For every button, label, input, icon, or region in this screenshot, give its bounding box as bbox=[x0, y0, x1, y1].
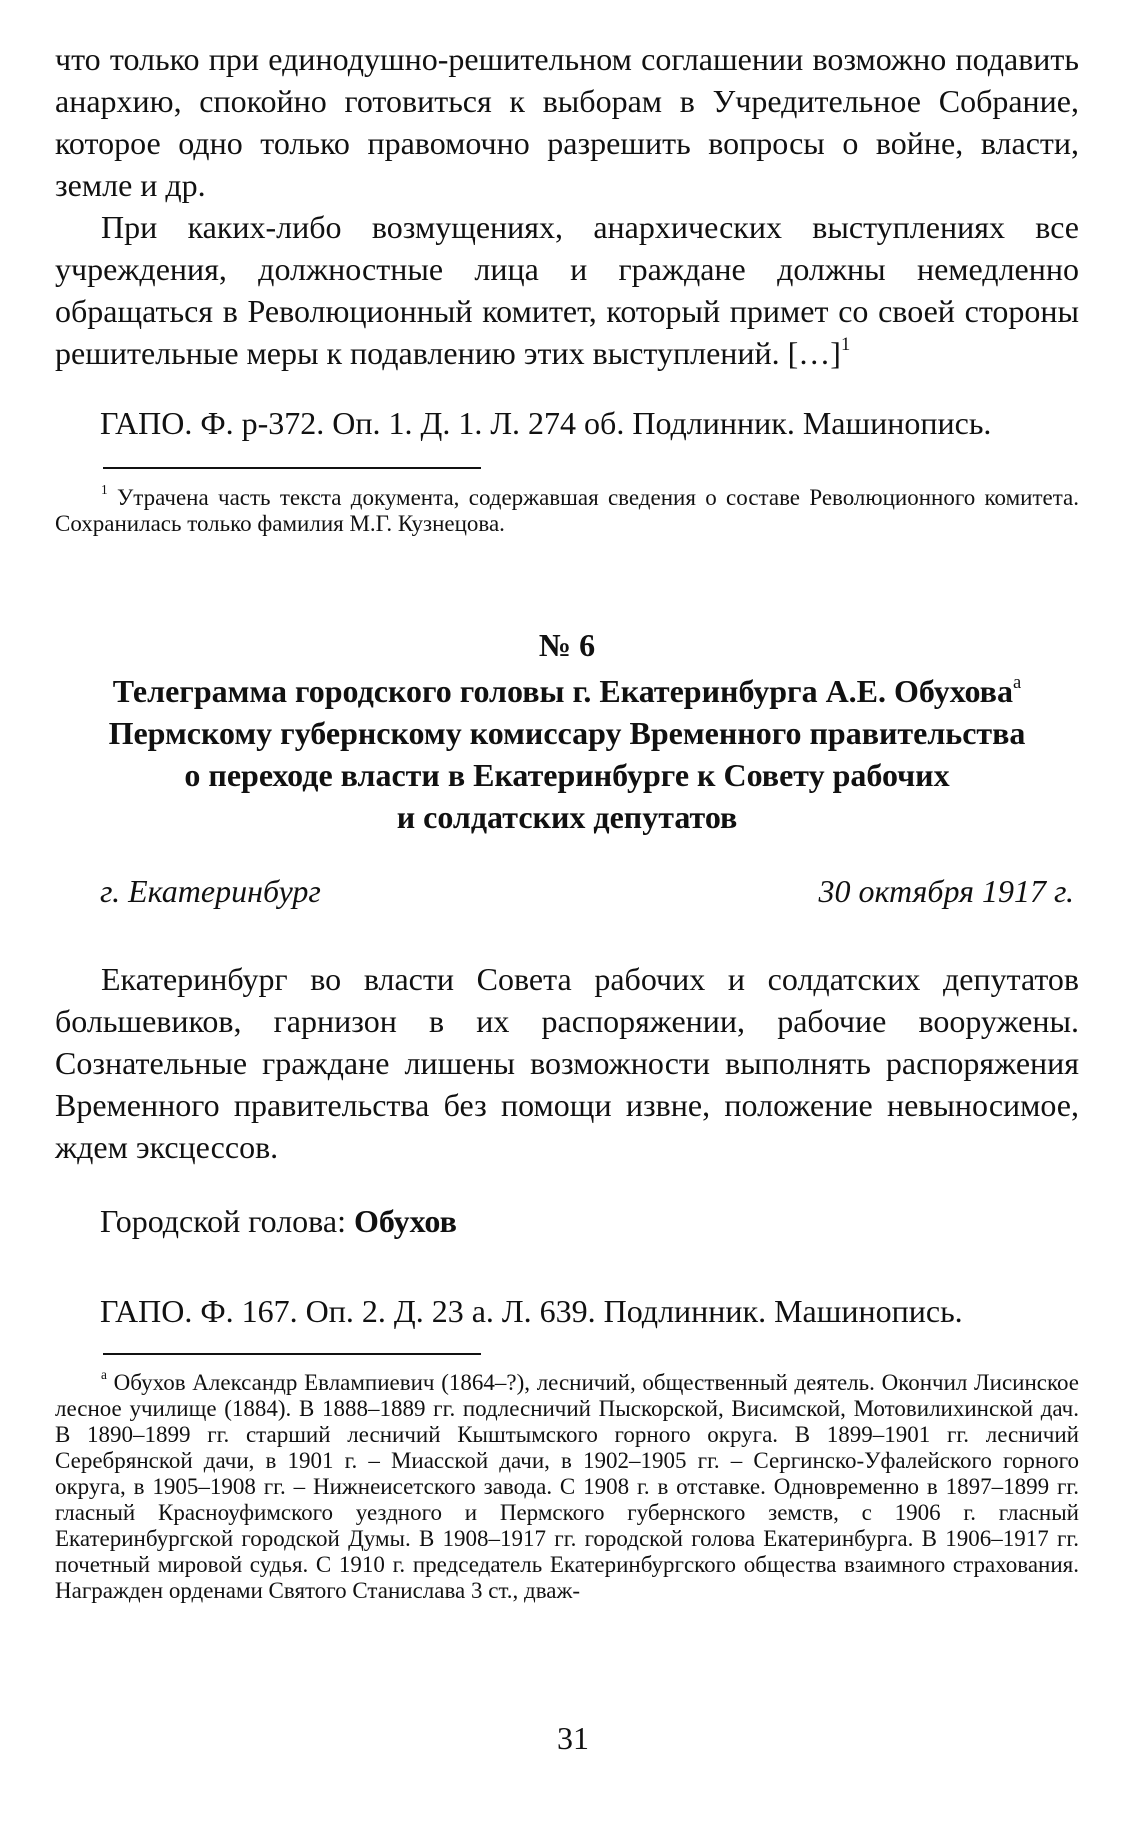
telegram-body bbox=[55, 958, 1079, 1168]
footnote-a bbox=[55, 1367, 1079, 1604]
footnote-divider-2 bbox=[103, 1353, 481, 1355]
document-title-line-3: о переходе власти в Екатеринбурге к Совету рабочих bbox=[184, 757, 950, 793]
document-heading bbox=[55, 624, 1079, 838]
footnote-mark-1: 1 bbox=[101, 482, 108, 498]
paragraph-revolutionary-committee bbox=[55, 206, 1079, 374]
footnote-text-1: Утрачена часть текста документа, содержавшая сведения о составе Революционного комитета. Сохранилась только фамилия М.Г. Кузнецова. bbox=[55, 485, 1079, 536]
dateline bbox=[100, 870, 1074, 912]
paragraph-text: При каких-либо возмущениях, анархических выступлениях все учреждения, должностные лица и граждане должны немедленно обращаться в Революционный комитет, который примет со своей стороны решительные меры к подавлению этих выступлений. […] bbox=[55, 209, 1079, 371]
footnote-ref-a: а bbox=[1012, 672, 1022, 694]
signature bbox=[100, 1200, 457, 1242]
footnote-mark-a: а bbox=[101, 1367, 107, 1383]
continued-text bbox=[55, 38, 1079, 374]
archive-source-1: ГАПО. Ф. р-372. Оп. 1. Д. 1. Л. 274 об. Подлинник. Машинопись. bbox=[100, 405, 992, 441]
footnote-1 bbox=[55, 482, 1079, 537]
telegram-text: Екатеринбург во власти Совета рабочих и солдатских депутатов большевиков, гарнизон в их распоряжении, рабочие вооружены. Сознательные граждане лишены возможности выполнять распоряжения Временного правительства без помощи извне, положение невыносимое, ждем эксцессов. bbox=[55, 961, 1079, 1165]
document-place: г. Екатеринбург bbox=[100, 873, 321, 909]
document-date: 30 октября 1917 г. bbox=[818, 873, 1074, 909]
paragraph-continuation: что только при единодушно-решительном соглашении возможно подавить анархию, спокойно готовиться к выборам в Учредительное Собрание, которое одно только правомочно разрешить вопросы о войне, власти, земле и др. bbox=[55, 41, 1079, 203]
signature-label: Городской голова: bbox=[100, 1203, 346, 1239]
footnote-text-a: Обухов Александр Евлампиевич (1864–?), лесничий, общественный деятель. Окончил Лисинское лесное училище (1884). В 1888–1889 гг. подлесничий Пыскорской, Висимской, Мотовилихинской дач. В 1890–1899 гг. старший лесничий Кыштымского горного округа. В 1899–1901 гг. лесничий Серебрянской дачи, в 1901 г. – Миасской дачи, в 1902–1905 гг. – Сергинско-Уфалейского горного округа, в 1905–1908 гг. – Нижнеисетского завода. С 1908 г. в отставке. Одновременно в 1897–1899 гг. гласный Красноуфимского уездного и Пермского губернского земств, с 1906 г. гласный Екатеринбургской городской Думы. В 1908–1917 гг. городской голова Екатеринбурга. В 1906–1917 гг. почетный мировой судья. С 1910 г. председатель Екатеринбургского общества взаимного страхования. Награжден орденами Святого Станислава 3 ст., дваж- bbox=[55, 1370, 1079, 1603]
footnote-divider-1 bbox=[103, 467, 481, 469]
archive-source-2: ГАПО. Ф. 167. Оп. 2. Д. 23 а. Л. 639. Подлинник. Машинопись. bbox=[100, 1293, 963, 1329]
document-title-line-4: и солдатских депутатов bbox=[396, 799, 738, 835]
footnote-ref-1: 1 bbox=[840, 334, 851, 356]
page-number: 31 bbox=[557, 1720, 589, 1756]
document-title-line-1: Телеграмма городского головы г. Екатеринбурга А.Е. Обухова$^а$ bbox=[112, 672, 1022, 709]
document-number: № 6 bbox=[538, 627, 596, 663]
document-title-line-2: Пермскому губернскому комиссару Временного правительства bbox=[108, 715, 1026, 751]
signature-name: Обухов bbox=[353, 1203, 457, 1239]
